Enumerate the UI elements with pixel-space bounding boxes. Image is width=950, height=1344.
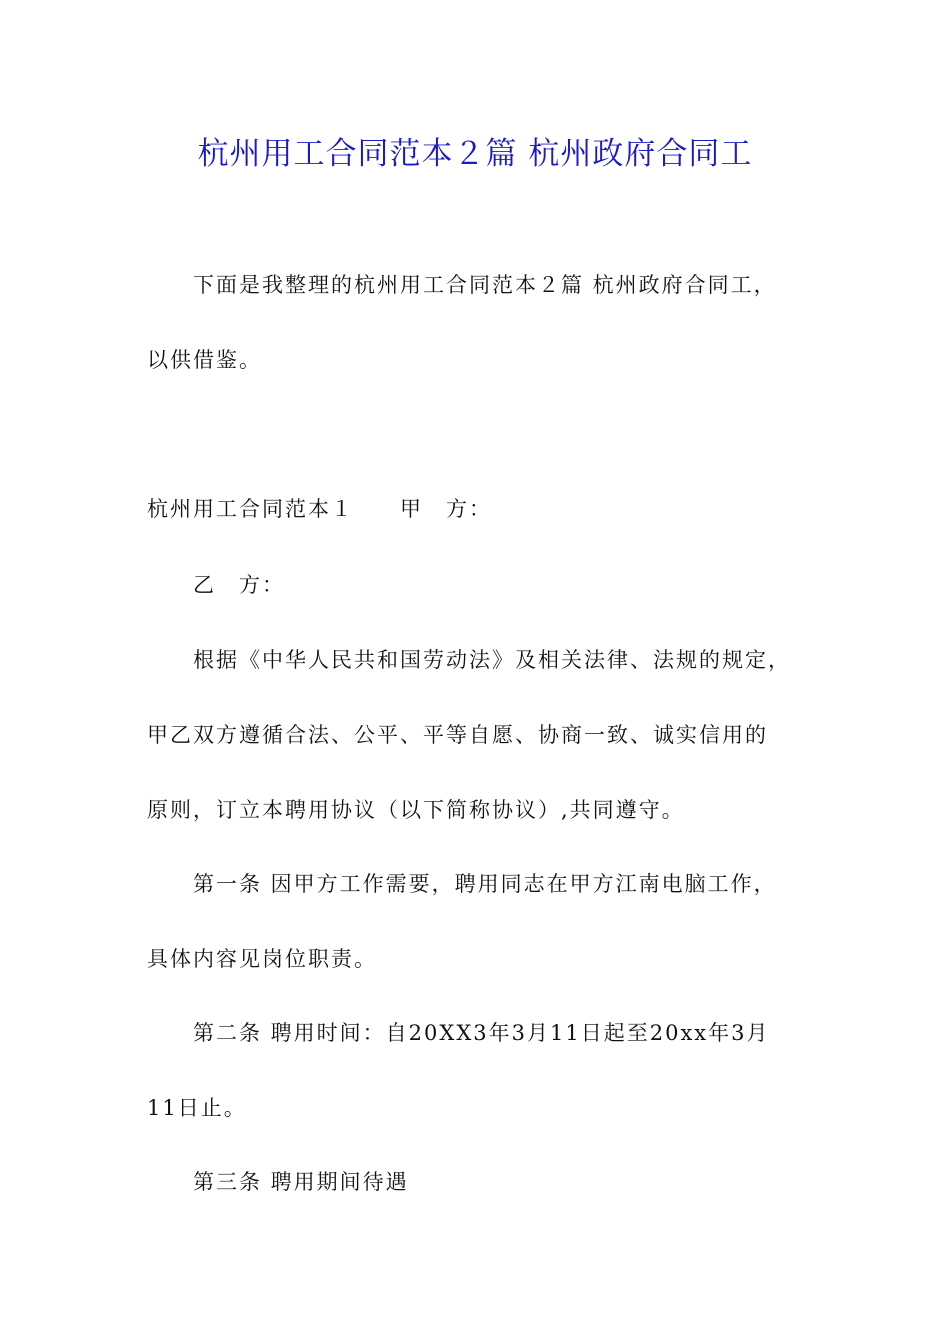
article-2-line-2: 11日止。 <box>147 1096 247 1120</box>
intro-line-2: 以供借鉴。 <box>147 348 262 372</box>
paragraph-basis-line-2: 甲乙双方遵循合法、公平、平等自愿、协商一致、诚实信用的 <box>147 723 768 747</box>
paragraph-basis-line-1: 根据《中华人民共和国劳动法》及相关法律、法规的规定， <box>193 648 791 672</box>
section-heading-party-a: 杭州用工合同范本１ 甲 方： <box>147 497 492 521</box>
party-b-line: 乙 方： <box>193 573 285 597</box>
paragraph-basis-line-3: 原则，订立本聘用协议（以下简称协议）,共同遵守。 <box>147 798 685 822</box>
article-3-line-1: 第三条 聘用期间待遇 <box>193 1170 409 1194</box>
intro-line-1: 下面是我整理的杭州用工合同范本２篇 杭州政府合同工， <box>193 273 777 297</box>
article-2-line-1: 第二条 聘用时间：自20XX3年3月11日起至20xx年3月 <box>193 1021 770 1045</box>
document-title: 杭州用工合同范本２篇 杭州政府合同工 <box>197 136 753 172</box>
article-1-line-1: 第一条 因甲方工作需要，聘用同志在甲方江南电脑工作， <box>193 872 777 896</box>
article-1-line-2: 具体内容见岗位职责。 <box>147 947 377 971</box>
